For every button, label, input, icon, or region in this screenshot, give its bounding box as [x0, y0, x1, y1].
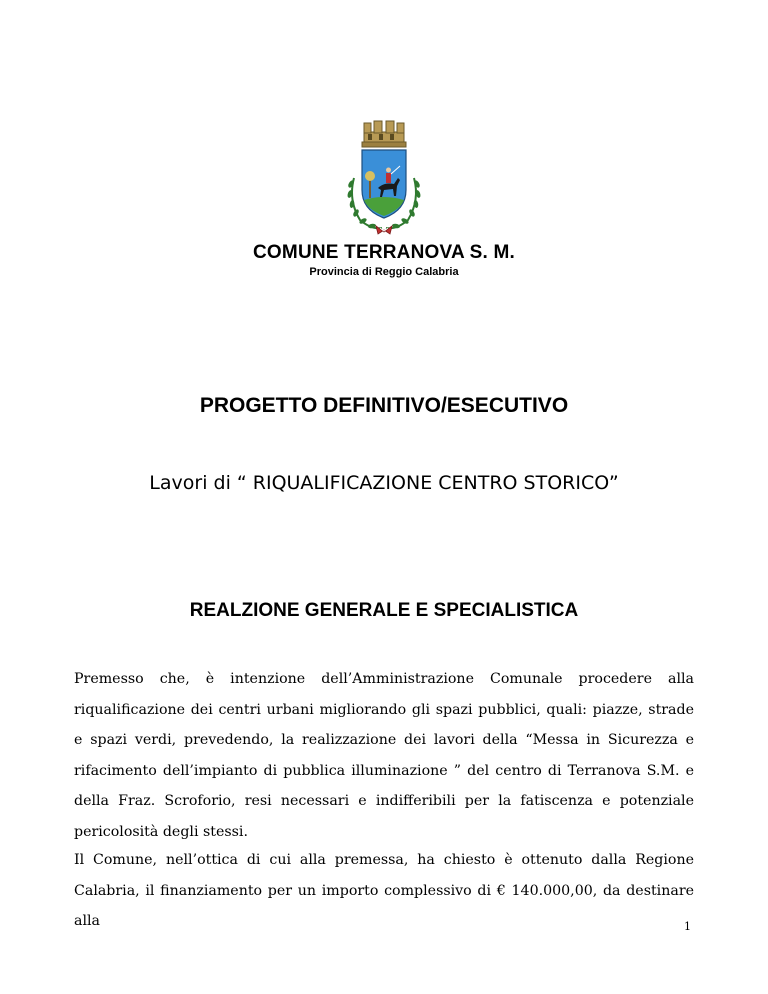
municipality-name: COMUNE TERRANOVA S. M.	[253, 242, 515, 263]
project-title: PROGETTO DEFINITIVO/ESECUTIVO	[199, 394, 569, 417]
shield-icon	[362, 150, 406, 218]
crown-icon	[362, 121, 406, 147]
coat-of-arms-icon	[334, 118, 434, 240]
body-paragraph: Premesso che, è intenzione dell’Amministrazione Comunale procedere alla riqualificazione dei centri urbani migliorando gli spazi pubblici, quali: piazze, strade e spazi verdi, prevedendo, la realizzazione dei lavori della “Messa in Sicurezza e rifacimento dell’impianto di pubblica illuminazione ” del centro di Terranova S.M. e della Fraz. Scroforio, resi necessari e indifferibili per la fatiscenza e potenziale pericolosità degli stessi.	[74, 671, 694, 840]
ribbon-icon	[376, 226, 392, 234]
section-title: REALZIONE GENERALE E SPECIALISTICA	[189, 600, 579, 621]
project-works-title: Lavori di “ RIQUALIFICAZIONE CENTRO STORICO”	[149, 472, 619, 494]
page-number: 1	[684, 920, 691, 933]
province-name: Provincia di Reggio Calabria	[309, 266, 459, 278]
body-paragraph: Il Comune, nell’ottica di cui alla premessa, ha chiesto è ottenuto dalla Regione Calabria, il finanziamento per un importo complessivo di € 140.000,00, da destinare alla	[74, 852, 694, 929]
